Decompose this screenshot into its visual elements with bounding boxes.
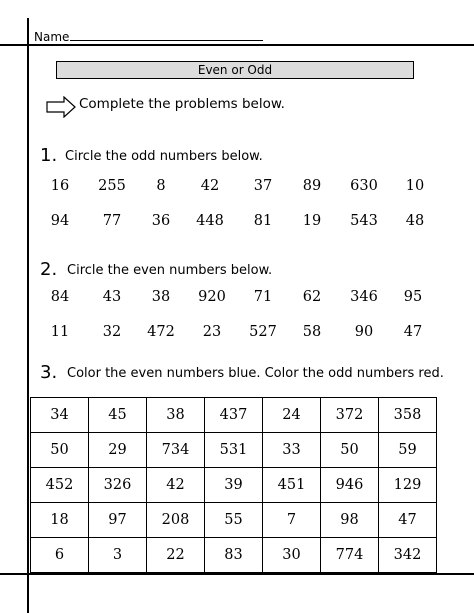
q2-number-cell[interactable]: 58 (302, 324, 322, 340)
grid-cell[interactable]: 45 (89, 398, 147, 433)
q2-number-cell[interactable]: 43 (102, 289, 122, 305)
grid-row (31, 398, 437, 433)
grid-cell[interactable]: 97 (89, 503, 147, 538)
color-number-grid (30, 397, 437, 573)
q2-number-cell[interactable]: 346 (350, 289, 378, 305)
q2-number-cell[interactable]: 71 (253, 289, 273, 305)
q1-number-cell[interactable]: 630 (350, 178, 378, 194)
q1-number-cell[interactable]: 36 (151, 213, 171, 229)
grid-cell[interactable]: 50 (31, 433, 89, 468)
grid-cell[interactable]: 30 (263, 538, 321, 573)
q1-number-cell[interactable]: 94 (50, 213, 70, 229)
grid-cell[interactable]: 55 (205, 503, 263, 538)
q1-number-cell[interactable]: 89 (302, 178, 322, 194)
q2-number-cell[interactable]: 62 (302, 289, 322, 305)
grid-cell[interactable]: 326 (89, 468, 147, 503)
q1-number-cell[interactable]: 543 (350, 213, 378, 229)
name-blank-line (70, 28, 263, 41)
grid-cell[interactable]: 3 (89, 538, 147, 573)
grid-cell[interactable]: 50 (321, 433, 379, 468)
q2-number-cell[interactable]: 38 (151, 289, 171, 305)
grid-cell[interactable]: 98 (321, 503, 379, 538)
grid-cell[interactable]: 18 (31, 503, 89, 538)
grid-cell[interactable]: 774 (321, 538, 379, 573)
q3-number: 3. (40, 362, 58, 383)
grid-cell[interactable]: 34 (31, 398, 89, 433)
grid-cell[interactable]: 358 (379, 398, 437, 433)
q1-number-cell[interactable]: 255 (98, 178, 126, 194)
grid-cell[interactable]: 47 (379, 503, 437, 538)
grid-cell[interactable]: 39 (205, 468, 263, 503)
grid-cell[interactable]: 208 (147, 503, 205, 538)
q1-text: Circle the odd numbers below. (65, 149, 263, 164)
worksheet-title: Even or Odd (56, 61, 414, 79)
grid-row (31, 433, 437, 468)
grid-cell[interactable]: 946 (321, 468, 379, 503)
grid-cell[interactable]: 342 (379, 538, 437, 573)
grid-cell[interactable]: 129 (379, 468, 437, 503)
grid-cell[interactable]: 29 (89, 433, 147, 468)
name-field (34, 28, 263, 44)
q2-number-cell[interactable]: 90 (354, 324, 374, 340)
q2-number: 2. (40, 259, 58, 280)
top-rule (0, 44, 474, 46)
grid-cell[interactable]: 33 (263, 433, 321, 468)
grid-cell[interactable]: 372 (321, 398, 379, 433)
q2-number-cell[interactable]: 95 (403, 289, 423, 305)
grid-row (31, 468, 437, 503)
right-arrow-outline-icon (46, 96, 76, 118)
grid-row (31, 538, 437, 573)
grid-cell[interactable]: 24 (263, 398, 321, 433)
grid-cell[interactable]: 38 (147, 398, 205, 433)
q2-text: Circle the even numbers below. (67, 263, 273, 278)
q1-number-cell[interactable]: 10 (405, 178, 425, 194)
q1-number-cell[interactable]: 37 (253, 178, 273, 194)
q2-number-cell[interactable]: 472 (147, 324, 175, 340)
q2-number-cell[interactable]: 11 (50, 324, 70, 340)
q1-number-cell[interactable]: 8 (156, 178, 166, 194)
grid-cell[interactable]: 531 (205, 433, 263, 468)
grid-cell[interactable]: 7 (263, 503, 321, 538)
q2-number-cell[interactable]: 47 (403, 324, 423, 340)
grid-cell[interactable]: 83 (205, 538, 263, 573)
grid-cell[interactable]: 22 (147, 538, 205, 573)
q2-number-cell[interactable]: 32 (102, 324, 122, 340)
grid-cell[interactable]: 451 (263, 468, 321, 503)
q1-number-cell[interactable]: 19 (302, 213, 322, 229)
q1-number-cell[interactable]: 81 (253, 213, 273, 229)
q2-number-cell[interactable]: 920 (198, 289, 226, 305)
q1-number-cell[interactable]: 77 (102, 213, 122, 229)
grid-cell[interactable]: 6 (31, 538, 89, 573)
q1-number-cell[interactable]: 448 (196, 213, 224, 229)
grid-cell[interactable]: 437 (205, 398, 263, 433)
grid-cell[interactable]: 42 (147, 468, 205, 503)
q2-number-cell[interactable]: 527 (249, 324, 277, 340)
instruction-text: Complete the problems below. (79, 96, 285, 112)
q3-text: Color the even numbers blue. Color the odd numbers red. (67, 366, 444, 381)
grid-cell[interactable]: 452 (31, 468, 89, 503)
q1-number: 1. (40, 145, 58, 166)
q2-number-cell[interactable]: 23 (202, 324, 222, 340)
bottom-rule (0, 573, 474, 575)
q2-number-cell[interactable]: 84 (50, 289, 70, 305)
q1-number-cell[interactable]: 16 (50, 178, 70, 194)
grid-cell[interactable]: 59 (379, 433, 437, 468)
q1-number-cell[interactable]: 42 (200, 178, 220, 194)
name-label: Name (34, 30, 70, 44)
grid-row (31, 503, 437, 538)
left-margin-rule (27, 18, 29, 613)
q1-number-cell[interactable]: 48 (405, 213, 425, 229)
grid-cell[interactable]: 734 (147, 433, 205, 468)
